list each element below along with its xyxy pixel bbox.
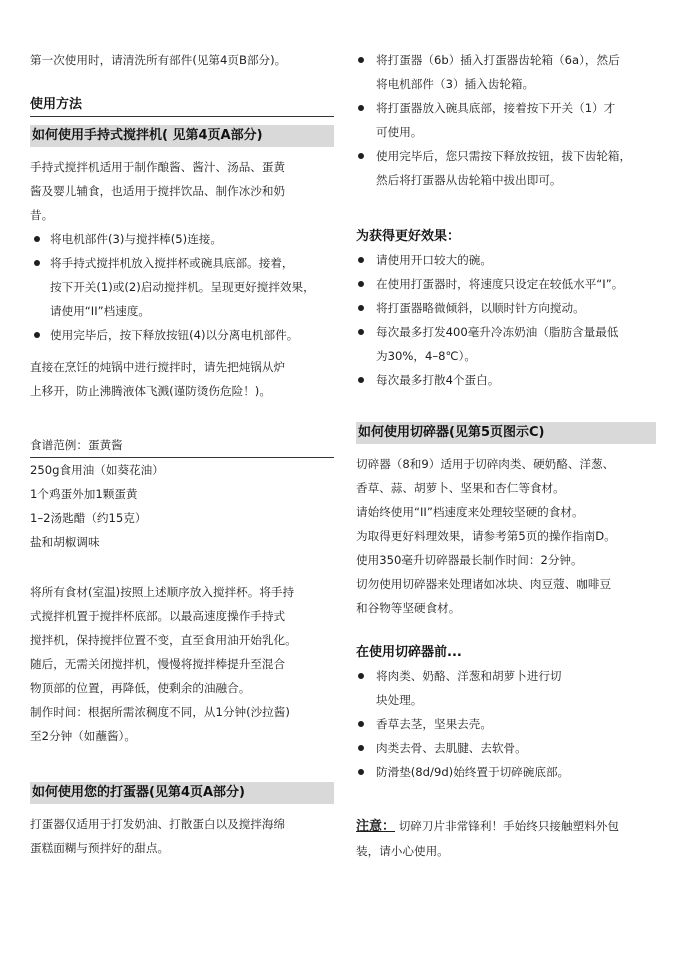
left-column	[30, 48, 334, 860]
list-item-line: 请使用“II”档速度。	[50, 304, 151, 318]
list-item-line: 块处理。	[376, 693, 423, 707]
list-item	[356, 144, 656, 192]
list-item	[30, 251, 334, 323]
list-item-line: 使用完毕后，您只需按下释放按钮，拔下齿轮箱，	[376, 149, 632, 163]
list-item	[356, 272, 656, 296]
warning-line: 上移开，防止沸腾液体飞溅(谨防烫伤危险！)。	[30, 384, 271, 398]
recipe-title: 食谱范例：蛋黄酱	[30, 433, 334, 458]
list-item	[30, 323, 334, 347]
bullet-icon	[34, 260, 40, 266]
bullet-icon	[358, 673, 364, 679]
ingredient-line: 1–2汤匙醋（约15克）	[30, 511, 147, 525]
bullet-icon	[358, 769, 364, 775]
safety-note-line: 装，请小心使用。	[356, 844, 449, 858]
whisk-desc	[30, 812, 334, 860]
recipe-method	[30, 580, 334, 748]
bullet-icon	[358, 721, 364, 727]
list-item-line: 然后将打蛋器从齿轮箱中拔出即可。	[376, 173, 562, 187]
warning-line: 直接在烹饪的炖锅中进行搅拌时，请先把炖锅从炉	[30, 360, 286, 374]
list-item	[356, 664, 656, 712]
hand-blender-warning	[30, 355, 334, 403]
chopper-line: 香草、蒜、胡萝卜、坚果和杏仁等食材。	[356, 481, 565, 495]
hand-blender-desc-line: 昔。	[30, 208, 54, 222]
bullet-icon	[34, 236, 40, 242]
list-item-line: 将打蛋器（6b）插入打蛋器齿轮箱（6a），然后	[376, 53, 620, 67]
whisk-desc-line: 打蛋器仅适用于打发奶油、打散蛋白以及搅拌海绵	[30, 817, 286, 831]
list-item-line: 为30%，4–8℃）。	[376, 349, 476, 363]
list-item-line: 香草去茎，坚果去壳。	[376, 717, 492, 731]
whisk-steps	[356, 48, 656, 192]
before-chopper-title: 在使用切碎器前...	[356, 645, 462, 660]
whisk-desc-line: 蛋糕面糊与预拌好的甜点。	[30, 841, 170, 855]
list-item	[356, 96, 656, 144]
method-line: 式搅拌机置于搅拌杯底部。以最高速度操作手持式	[30, 609, 286, 623]
list-item-line: 将电机部件（3）插入齿轮箱。	[376, 77, 535, 91]
method-line: 搅拌机，保持搅拌位置不变，直至食用油开始乳化。	[30, 633, 297, 647]
chopper-heading: 如何使用切碎器(见第5页图示C)	[356, 422, 656, 444]
note-text: 切碎刀片非常锋利！手始终只接触塑料外包	[398, 819, 619, 833]
list-item-line: 按下开关(1)或(2)启动搅拌机。呈现更好搅拌效果，	[50, 280, 315, 294]
bullet-icon	[358, 745, 364, 751]
right-column	[356, 48, 656, 863]
ingredient-line: 盐和胡椒调味	[30, 535, 100, 549]
safety-note-line	[356, 814, 656, 839]
note-label: 注意：	[356, 819, 396, 834]
list-item-line: 肉类去骨、去肌腱、去软骨。	[376, 741, 527, 755]
list-item-line: 每次最多打发400毫升冷冻奶油（脂肪含量最低	[376, 325, 619, 339]
tips-list	[356, 248, 656, 392]
list-item-line: 可使用。	[376, 125, 423, 139]
list-item	[356, 48, 656, 96]
method-line: 物顶部的位置，再降低，使剩余的油融合。	[30, 681, 251, 695]
chopper-line: 使用350毫升切碎器最长制作时间：2分钟。	[356, 553, 583, 567]
method-line: 制作时间：根据所需浓稠度不同，从1分钟(沙拉酱)	[30, 705, 290, 719]
list-item	[356, 320, 656, 368]
bullet-icon	[358, 57, 364, 63]
list-item	[356, 248, 656, 272]
list-item	[356, 368, 656, 392]
usage-title: 使用方法	[30, 94, 334, 117]
chopper-desc	[356, 452, 656, 620]
tips-title: 为获得更好效果：	[356, 229, 461, 244]
chopper-line: 切碎器（8和9）适用于切碎肉类、硬奶酪、洋葱、	[356, 457, 615, 471]
hand-blender-desc-line: 手持式搅拌机适用于制作酿酱、酱汁、汤品、蛋黄	[30, 160, 286, 174]
method-line: 将所有食材(室温)按照上述顺序放入搅拌杯。将手持	[30, 585, 295, 599]
safety-note	[356, 814, 656, 863]
list-item-line: 请使用开口较大的碗。	[376, 253, 492, 267]
list-item-line: 每次最多打散4个蛋白。	[376, 373, 500, 387]
list-item	[30, 227, 334, 251]
hand-blender-heading: 如何使用手持式搅拌机( 见第4页A部分)	[30, 125, 334, 147]
method-line: 至2分钟（如蘸酱）。	[30, 729, 136, 743]
intro-text: 第一次使用时，请清洗所有部件(见第4页B部分)。	[30, 53, 287, 67]
list-item-line: 将打蛋器略微倾斜，以顺时针方向搅动。	[376, 301, 585, 315]
hand-blender-desc	[30, 155, 334, 227]
bullet-icon	[358, 105, 364, 111]
ingredient-line: 250g食用油（如葵花油）	[30, 463, 164, 477]
list-item-line: 将肉类、奶酪、洋葱和胡萝卜进行切	[376, 669, 562, 683]
before-chopper-list	[356, 664, 656, 784]
method-line: 随后，无需关闭搅拌机，慢慢将搅拌棒提升至混合	[30, 657, 286, 671]
bullet-icon	[358, 377, 364, 383]
chopper-line: 和谷物等坚硬食材。	[356, 601, 461, 615]
list-item-line: 防滑垫(8d/9d)始终置于切碎碗底部。	[376, 765, 570, 779]
list-item-line: 将手持式搅拌机放入搅拌杯或碗具底部。接着，	[50, 256, 294, 270]
list-item-line: 将打蛋器放入碗具底部，接着按下开关（1）才	[376, 101, 616, 115]
bullet-icon	[358, 329, 364, 335]
bullet-icon	[358, 153, 364, 159]
chopper-line: 请始终使用“II”档速度来处理较坚硬的食材。	[356, 505, 584, 519]
list-item-line: 将电机部件(3)与搅拌棒(5)连接。	[50, 232, 222, 246]
bullet-icon	[358, 305, 364, 311]
bullet-icon	[34, 332, 40, 338]
list-item	[356, 296, 656, 320]
hand-blender-desc-line: 酱及婴儿辅食，也适用于搅拌饮品、制作冰沙和奶	[30, 184, 286, 198]
list-item	[356, 736, 656, 760]
list-item	[356, 712, 656, 736]
list-item-line: 在使用打蛋器时，将速度只设定在较低水平“I”。	[376, 277, 624, 291]
recipe-ingredients	[30, 458, 334, 554]
bullet-icon	[358, 281, 364, 287]
ingredient-line: 1个鸡蛋外加1颗蛋黄	[30, 487, 138, 501]
whisk-heading: 如何使用您的打蛋器(见第4页A部分)	[30, 782, 334, 804]
chopper-line: 切勿使用切碎器来处理诸如冰块、肉豆蔻、咖啡豆	[356, 577, 612, 591]
list-item-line: 使用完毕后，按下释放按钮(4)以分离电机部件。	[50, 328, 299, 342]
list-item	[356, 760, 656, 784]
hand-blender-steps	[30, 227, 334, 347]
bullet-icon	[358, 257, 364, 263]
chopper-line: 为取得更好料理效果，请参考第5页的操作指南D。	[356, 529, 616, 543]
